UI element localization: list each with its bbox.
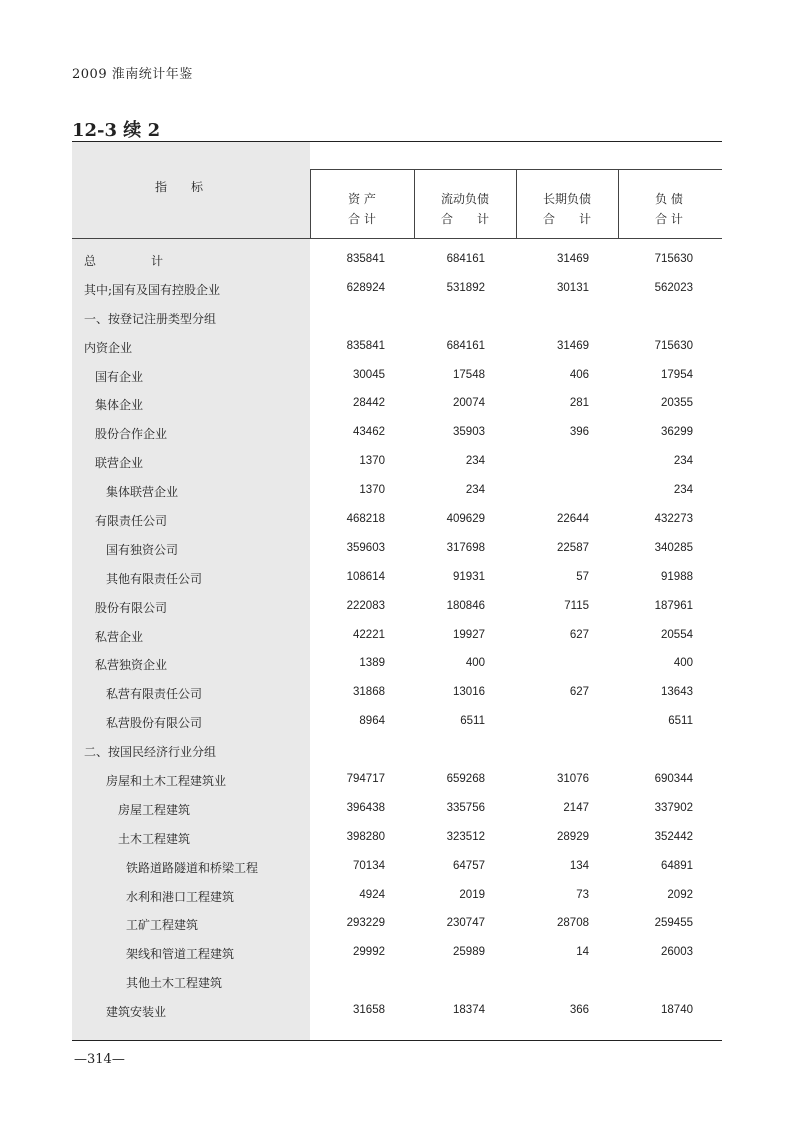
table-row: [72, 795, 722, 824]
table-cell: 1370: [359, 455, 385, 468]
column-header-assets: [312, 189, 412, 229]
column-header-total-liabilities: [619, 189, 719, 229]
table-cell: 18374: [453, 1004, 485, 1017]
table-cell: 627: [569, 686, 589, 699]
table-cell: 234: [673, 484, 693, 497]
table-cell: 30131: [557, 281, 589, 294]
table-cell: 2147: [563, 801, 589, 814]
table-cell: 134: [569, 859, 589, 872]
table-row: [72, 477, 722, 506]
table-row: [72, 824, 722, 853]
table-cell: 57: [576, 570, 589, 583]
table-row: [72, 997, 722, 1026]
table-row: [72, 246, 722, 275]
table-cell: 222083: [346, 599, 385, 612]
table-cell: 6511: [460, 715, 485, 728]
table-cell: 337902: [654, 801, 693, 814]
table-row: [72, 853, 722, 882]
table-row: [72, 362, 722, 391]
table-row: [72, 304, 722, 333]
row-label: 铁路道路隧道和桥梁工程: [126, 860, 259, 875]
table-cell: 366: [569, 1004, 589, 1017]
table-cell: 29992: [353, 946, 385, 959]
row-label: 房屋工程建筑: [118, 802, 191, 817]
table-cell: 64891: [661, 859, 693, 872]
table-cell: 1370: [359, 484, 385, 497]
row-label: 一、按登记注册类型分组: [84, 311, 217, 326]
table-cell: 17954: [661, 368, 693, 381]
table-cell: 6511: [668, 715, 693, 728]
row-label: 私营股份有限公司: [106, 716, 203, 731]
table-cell: 531892: [446, 281, 485, 294]
column-divider: [310, 169, 311, 238]
table-cell: 25989: [453, 946, 485, 959]
row-label: 建筑安装业: [106, 1005, 167, 1020]
table-cell: 20074: [453, 397, 485, 410]
table-cell: 20554: [661, 628, 693, 641]
table-cell: 31469: [557, 253, 589, 265]
table-row: [72, 679, 722, 708]
table-cell: 317698: [446, 541, 485, 554]
table-cell: 73: [576, 888, 589, 901]
table-cell: 2092: [667, 888, 693, 901]
table-row: [72, 882, 722, 911]
table-cell: 91988: [661, 570, 693, 583]
table-row: [72, 564, 722, 593]
table-cell: 91931: [453, 570, 485, 583]
table-cell: 31868: [353, 686, 385, 699]
table-row: [72, 535, 722, 564]
table-cell: 715630: [654, 339, 693, 352]
table-cell: 43462: [353, 426, 385, 439]
table-cell: 108614: [346, 570, 385, 583]
table-cell: 22587: [557, 541, 589, 554]
table-row: [72, 622, 722, 651]
table-cell: 684161: [446, 339, 485, 352]
row-label: 股份有限公司: [95, 600, 168, 615]
table-cell: 323512: [446, 830, 485, 843]
table-cell: 13016: [453, 686, 485, 699]
table-row: [72, 448, 722, 477]
row-label: 架线和管道工程建筑: [126, 947, 235, 962]
table-row: [72, 390, 722, 419]
table-cell: 28929: [557, 830, 589, 843]
table-title: 12-3 续 2: [72, 120, 161, 141]
table-cell: 31658: [353, 1004, 385, 1017]
table-cell: 562023: [654, 281, 693, 294]
row-label: 集体企业: [95, 398, 144, 413]
column-header-current-liabilities: [415, 189, 515, 229]
table-cell: 409629: [446, 513, 485, 526]
column-header-line: 长期负债: [542, 192, 591, 206]
row-label: 工矿工程建筑: [126, 918, 199, 933]
column-header-line: 资 产: [348, 192, 376, 206]
table-cell: 28708: [557, 917, 589, 930]
table-cell: 234: [465, 455, 485, 468]
table-cell: 400: [465, 657, 485, 670]
table-row: [72, 333, 722, 362]
table-cell: 359603: [346, 541, 385, 554]
table-cell: 30045: [353, 368, 385, 381]
table-row: [72, 766, 722, 795]
table-cell: 19927: [453, 628, 485, 641]
table-cell: 42221: [353, 628, 385, 641]
table-cell: 715630: [654, 253, 693, 265]
table-cell: 281: [569, 397, 589, 410]
table-row: [72, 419, 722, 448]
table-cell: 2019: [459, 888, 485, 901]
table-row: [72, 939, 722, 968]
table-cell: 398280: [346, 830, 385, 843]
row-label: 国有独资公司: [106, 542, 179, 557]
stub-header: 指标: [154, 180, 227, 194]
table-row: [72, 737, 722, 766]
table-cell: 17548: [453, 368, 485, 381]
table-cell: 628924: [346, 281, 385, 294]
column-header-line: 负 债: [655, 192, 683, 206]
table-cell: 794717: [346, 773, 385, 786]
table-cell: 14: [576, 946, 589, 959]
row-label: 水利和港口工程建筑: [126, 889, 235, 904]
table-cell: 20355: [661, 397, 693, 410]
row-label: 总计: [84, 254, 219, 268]
row-label: 其他土木工程建筑: [126, 976, 223, 991]
table-cell: 7115: [564, 599, 589, 612]
table-cell: 432273: [654, 513, 693, 526]
table-cell: 406: [569, 368, 589, 381]
table-cell: 234: [465, 484, 485, 497]
table-cell: 340285: [654, 541, 693, 554]
table-cell: 35903: [453, 426, 485, 439]
table-cell: 259455: [654, 917, 693, 930]
table-cell: 396: [569, 426, 589, 439]
row-label: 股份合作企业: [95, 427, 168, 442]
column-header-line: 合 计: [542, 212, 591, 226]
table-cell: 36299: [661, 426, 693, 439]
row-label: 内资企业: [84, 340, 133, 355]
table-cell: 468218: [346, 513, 385, 526]
table-cell: 335756: [446, 801, 485, 814]
row-label: 私营企业: [95, 629, 144, 644]
table-cell: 26003: [661, 946, 693, 959]
column-header-line: 合 计: [655, 212, 683, 226]
table-row: [72, 910, 722, 939]
table-cell: 400: [673, 657, 693, 670]
table-cell: 234: [673, 455, 693, 468]
table-row: [72, 708, 722, 737]
table-cell: 4924: [359, 888, 385, 901]
table-cell: 230747: [446, 917, 485, 930]
row-label: 私营有限责任公司: [106, 687, 203, 702]
table-cell: 180846: [446, 599, 485, 612]
data-table: [72, 141, 722, 1041]
column-header-line: 合 计: [440, 212, 489, 226]
column-header-line: 流动负债: [440, 192, 489, 206]
table-cell: 31469: [557, 339, 589, 352]
table-cell: 627: [569, 628, 589, 641]
table-cell: 835841: [346, 253, 385, 265]
table-cell: 684161: [446, 253, 485, 265]
table-row: [72, 275, 722, 304]
table-cell: 835841: [346, 339, 385, 352]
row-label: 集体联营企业: [106, 485, 179, 500]
row-label: 其他有限责任公司: [106, 571, 203, 586]
row-label: 有限责任公司: [95, 514, 168, 529]
table-cell: 293229: [346, 917, 385, 930]
row-label: 房屋和土木工程建筑业: [106, 774, 227, 789]
table-cell: 22644: [557, 513, 589, 526]
table-cell: 352442: [654, 830, 693, 843]
row-label: 其中;国有及国有控股企业: [84, 282, 221, 297]
table-row: [72, 593, 722, 622]
header-top-band: [310, 142, 722, 170]
table-cell: 31076: [557, 773, 589, 786]
table-cell: 8964: [359, 715, 385, 728]
table-cell: 70134: [353, 859, 385, 872]
row-label: 二、按国民经济行业分组: [84, 745, 217, 760]
page-number: —314—: [74, 1052, 125, 1067]
table-cell: 1389: [359, 657, 385, 670]
running-head: 2009 淮南统计年鉴: [72, 67, 193, 82]
table-body: [72, 246, 722, 1026]
table-cell: 396438: [346, 801, 385, 814]
table-cell: 690344: [654, 773, 693, 786]
header-divider: [72, 238, 722, 239]
table-row: [72, 968, 722, 997]
table-cell: 659268: [446, 773, 485, 786]
row-label: 国有企业: [95, 369, 144, 384]
table-cell: 13643: [661, 686, 693, 699]
table-cell: 64757: [453, 859, 485, 872]
table-row: [72, 506, 722, 535]
column-header-long-term-liabilities: [517, 189, 617, 229]
row-label: 私营独资企业: [95, 658, 168, 673]
column-header-line: 合 计: [348, 212, 376, 226]
table-cell: 28442: [353, 397, 385, 410]
table-cell: 187961: [654, 599, 693, 612]
row-label: 联营企业: [95, 456, 144, 471]
table-cell: 18740: [661, 1004, 693, 1017]
table-row: [72, 650, 722, 679]
row-label: 土木工程建筑: [118, 831, 191, 846]
